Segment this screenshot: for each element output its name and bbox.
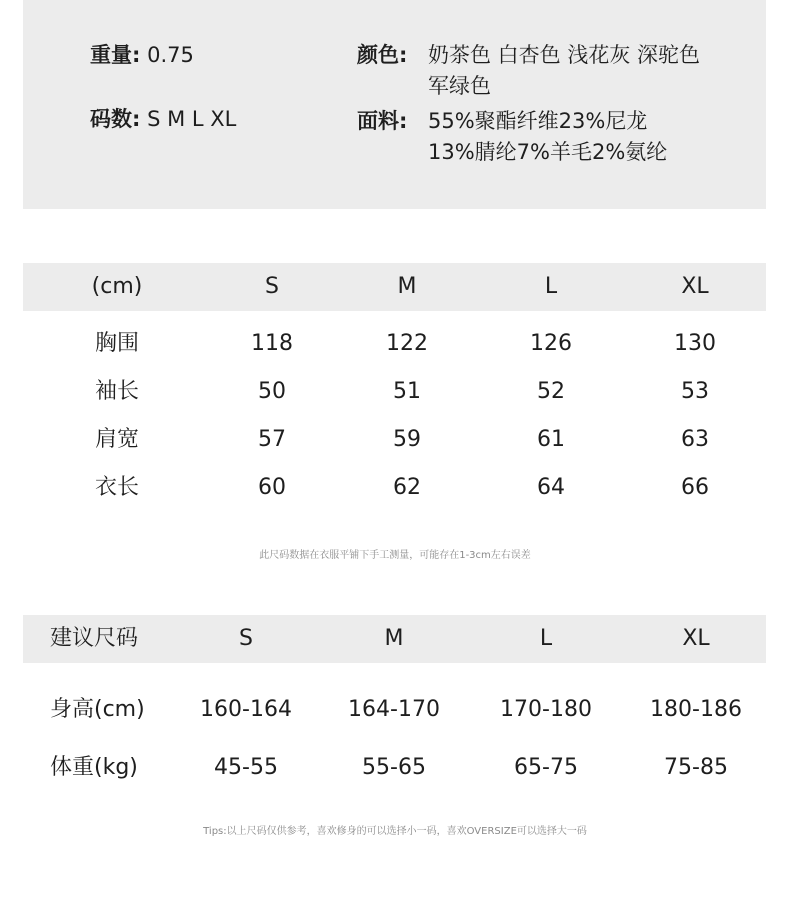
table-cell: 50 [258, 379, 286, 404]
tips-note: Tips:以上尺码仅供参考，喜欢修身的可以选择小一码，喜欢OVERSIZE可以选择大一码 [203, 826, 587, 837]
row-label: 衣长 [94, 475, 140, 500]
measure-unit-header: (cm) [91, 274, 143, 299]
row-label: 体重(kg) [50, 755, 138, 780]
weight-value: 0.75 [147, 43, 194, 67]
row-label: 袖长 [94, 379, 140, 404]
table-row [0, 416, 790, 464]
recommend-col-m: M [384, 626, 404, 651]
table-cell: 57 [258, 427, 286, 452]
table-cell: 126 [530, 331, 572, 356]
table-cell: 45-55 [214, 755, 278, 780]
measure-header-row [0, 263, 790, 311]
table-row [0, 744, 790, 792]
fabric-label: 面料: [357, 109, 408, 133]
table-row [0, 368, 790, 416]
fabric-value: 55%聚酯纤维23%尼龙13%腈纶7%羊毛2%氨纶 [428, 109, 668, 164]
table-cell: 118 [251, 331, 293, 356]
recommend-col-xl: XL [682, 626, 710, 651]
recommend-header-row [0, 615, 790, 663]
table-cell: 180-186 [650, 697, 742, 722]
row-label: 胸围 [94, 331, 140, 356]
recommend-header-label: 建议尺码 [50, 626, 139, 651]
table-cell: 64 [537, 475, 565, 500]
table-cell: 61 [537, 427, 565, 452]
color-label: 颜色: [357, 43, 408, 67]
sizes-value: S M L XL [147, 107, 237, 131]
measure-col-xl: XL [681, 274, 709, 299]
table-row [0, 686, 790, 734]
measure-col-l: L [544, 274, 558, 299]
table-cell: 53 [681, 379, 709, 404]
weight-row [90, 40, 194, 71]
color-value: 奶茶色 白杏色 浅花灰 深驼色 军绿色 [428, 43, 701, 98]
sizes-row [90, 104, 236, 135]
table-cell: 75-85 [664, 755, 728, 780]
measure-col-m: M [397, 274, 417, 299]
row-label: 身高(cm) [50, 697, 145, 722]
table-cell: 52 [537, 379, 565, 404]
measure-note: 此尺码数据在衣服平铺下手工测量，可能存在1-3cm左右误差 [259, 550, 531, 561]
table-cell: 63 [681, 427, 709, 452]
table-cell: 170-180 [500, 697, 592, 722]
table-cell: 66 [681, 475, 709, 500]
recommend-col-s: S [239, 626, 253, 651]
table-cell: 65-75 [514, 755, 578, 780]
recommend-col-l: L [539, 626, 553, 651]
table-row [0, 320, 790, 368]
table-cell: 51 [393, 379, 421, 404]
row-label: 肩宽 [94, 427, 140, 452]
sizes-label: 码数: [90, 107, 141, 131]
measure-col-s: S [265, 274, 279, 299]
table-row [0, 464, 790, 512]
table-cell: 164-170 [348, 697, 440, 722]
table-cell: 59 [393, 427, 421, 452]
table-cell: 60 [258, 475, 286, 500]
weight-label: 重量: [90, 43, 141, 67]
table-cell: 160-164 [200, 697, 292, 722]
table-cell: 62 [393, 475, 421, 500]
table-cell: 130 [674, 331, 716, 356]
table-cell: 55-65 [362, 755, 426, 780]
table-cell: 122 [386, 331, 428, 356]
